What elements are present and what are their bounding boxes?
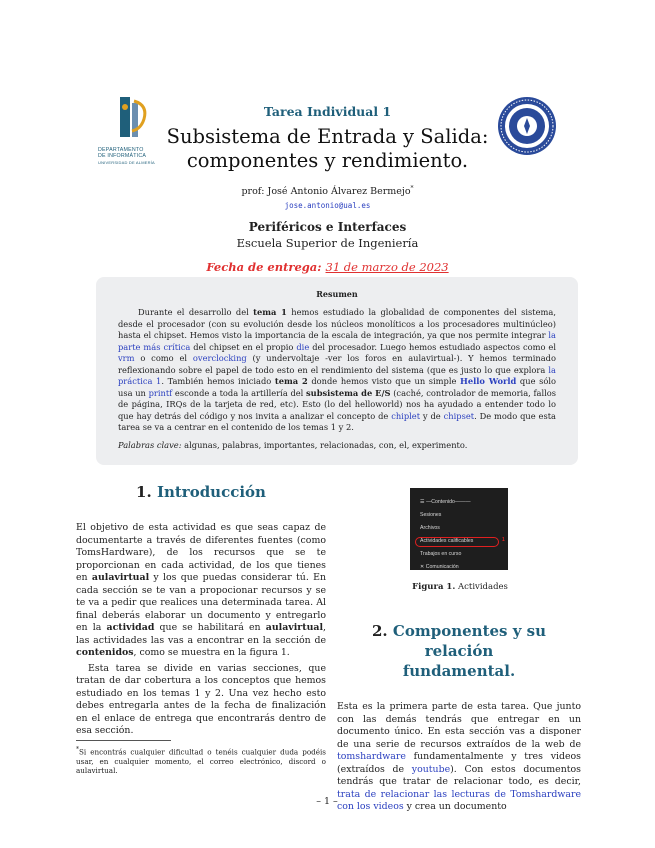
text-run: . De modo que esta tarea se va a centrar en el contenido de los temas 1 y 2. bbox=[118, 410, 556, 432]
figure-screenshot bbox=[410, 488, 508, 570]
deadline-label: Fecha de entrega: bbox=[206, 260, 322, 275]
bold-term: actividad bbox=[106, 622, 155, 633]
title-line-1: Subsistema de Entrada y Salida: bbox=[166, 125, 489, 148]
text-run: , las actividades las vas a encontrar en la sección de bbox=[76, 622, 327, 646]
section-1-title: Introducción bbox=[156, 483, 266, 501]
bold-term: tema 1 bbox=[253, 307, 287, 317]
text-run: donde hemos visto que un simple bbox=[307, 376, 461, 386]
text-run: y de bbox=[420, 410, 444, 421]
text-run: que se habilitará en bbox=[154, 622, 266, 633]
text-run: (caché, controlador de memoria, fallos de página, IRQs de la tarjeta de red, etc). Esto (lo del helloworld) nos ha ayudado a entender todo lo que hay detrás del código y nos invita a analizar el concepto de bbox=[118, 387, 557, 421]
bold-term: contenidos bbox=[76, 647, 134, 658]
figure-caption bbox=[360, 582, 560, 592]
inline-link[interactable]: youtube bbox=[411, 763, 451, 775]
text-run: hemos estudiado la globalidad de componentes del sistema, desde el procesador (con su evolución desde los núcleos monolíticos a los procesadores multinúcleo) hasta el chipset. Hemos visto la importancia de la escala de integración, ya que nos permite integrar bbox=[118, 307, 557, 340]
deadline-date-link[interactable]: 31 de marzo de 2023 bbox=[325, 260, 449, 275]
abstract-title: Resumen bbox=[316, 289, 358, 299]
callout-number: 1 bbox=[502, 537, 505, 543]
section-2-title-line-2: fundamental. bbox=[402, 662, 516, 680]
text-run: o como el bbox=[134, 353, 193, 363]
text-run: del chipset en el propio bbox=[190, 341, 297, 352]
text-run: ). Con estos documentos tendrás que tratar de relacionar todo, es decir, bbox=[337, 763, 581, 787]
abstract-box bbox=[96, 277, 578, 465]
inline-link[interactable]: vrm bbox=[118, 353, 135, 363]
text-run: fundamentalmente y tres videos (extraídos de bbox=[337, 751, 581, 775]
logo-line-2: DE INFORMÁTICA bbox=[98, 153, 147, 160]
inline-link[interactable]: trata de relacionar las lecturas de Tomshardware con los videos bbox=[337, 788, 581, 812]
task-label: Tarea Individual 1 bbox=[263, 104, 392, 119]
author-name: prof: José Antonio Álvarez Bermejo bbox=[241, 186, 411, 198]
text-run: (y undervoltaje -ver los foros en aulavirtual-). Y hemos terminado reflexionando sobre el papel de todo esto en el rendimiento del sistema (que es justo lo que explora bbox=[118, 353, 556, 375]
inline-link[interactable]: overclocking bbox=[192, 353, 247, 363]
bold-term: tema 2 bbox=[274, 376, 308, 386]
section-1-paragraph-1 bbox=[76, 522, 326, 660]
text-run: Esta es la primera parte de esta tarea. Que junto con las demás tendrás que entregar en un documento único. En esta sección vas a disponer de una serie de recursos extraídos de la web de bbox=[337, 701, 581, 750]
section-2-paragraph-1 bbox=[337, 701, 581, 814]
section-1-number: 1. bbox=[136, 483, 152, 501]
menu-item-sesiones[interactable]: Sesiones bbox=[420, 512, 442, 518]
inline-link[interactable]: tomshardware bbox=[337, 751, 406, 762]
section-2-heading bbox=[337, 621, 581, 681]
keywords bbox=[96, 434, 578, 450]
bold-term: aulavirtual bbox=[91, 572, 150, 583]
page-number: 1 bbox=[323, 796, 331, 807]
right-column bbox=[337, 621, 581, 814]
menu-item-trabajos[interactable]: Trabajos en curso bbox=[420, 551, 462, 557]
page-title bbox=[140, 125, 515, 173]
text-run: Durante el desarrollo del bbox=[138, 307, 254, 317]
footnote-mark: * bbox=[76, 746, 79, 753]
inline-link[interactable]: la práctica 1 bbox=[118, 364, 556, 386]
course-name: Periféricos e Interfaces bbox=[248, 220, 407, 235]
text-run: , como se muestra en la figura 1. bbox=[133, 647, 290, 658]
text-run: El objetivo de esta actividad es que seas capaz de documentarte a través de diferentes fuentes (como TomsHardware), de los recursos que se te proporcionan en cada actividad, de los que tienes en bbox=[76, 522, 326, 583]
bold-term: aulavirtual bbox=[265, 622, 324, 633]
deadline bbox=[140, 260, 515, 274]
abstract-text bbox=[96, 299, 578, 434]
page-footer: – 1 – bbox=[316, 796, 338, 807]
inline-link[interactable]: chipset bbox=[443, 410, 475, 421]
inline-link[interactable]: chiplet bbox=[391, 410, 421, 421]
author-footnote-mark[interactable]: * bbox=[410, 185, 414, 192]
author-line bbox=[140, 185, 515, 197]
section-2-number: 2. bbox=[372, 622, 388, 640]
figure-caption-text: Actividades bbox=[458, 582, 508, 592]
text-run: . También hemos iniciado bbox=[161, 376, 275, 386]
menu-item-actividades[interactable]: Actividades calificables 1 bbox=[420, 535, 508, 548]
inline-link[interactable]: printf bbox=[148, 387, 173, 398]
section-1-paragraph-2 bbox=[76, 663, 326, 738]
menu-item-contenido[interactable]: ☰ —Contenido——— bbox=[420, 499, 471, 505]
inline-link[interactable]: la parte más crítica bbox=[118, 330, 556, 352]
school-name: Escuela Superior de Ingeniería bbox=[236, 236, 419, 251]
inline-link[interactable]: Hello World bbox=[460, 376, 517, 386]
menu-item-archivos[interactable]: Archivos bbox=[420, 525, 440, 531]
text-run: esconde a toda la artillería del bbox=[172, 387, 306, 398]
text-run: que sólo usa un bbox=[118, 376, 556, 398]
text-run: Esta tarea se divide en varias secciones, que tratan de dar cobertura a los conceptos que hemos estudiado en los temas 1 y 2. Una vez hecho esto debes entregarla antes de la fecha de finalización en el enlace de entrega que encontrarás dentro de esa sección. bbox=[76, 662, 326, 736]
figure-caption-label: Figura 1. bbox=[412, 582, 456, 592]
keywords-list: algunas, palabras, importantes, relacionadas, con, el, experimento. bbox=[184, 439, 468, 450]
text-run: del procesador. Luego hemos estudiado aspectos como el bbox=[309, 341, 556, 352]
left-column bbox=[76, 482, 326, 738]
title-line-2: componentes y rendimiento. bbox=[186, 149, 469, 172]
logo-line-3: UNIVERSIDAD DE ALMERÍA bbox=[98, 159, 155, 165]
section-2-title-line-1: Componentes y su relación bbox=[392, 622, 546, 660]
logo-line-1: DEPARTAMENTO bbox=[98, 147, 144, 153]
title-block bbox=[140, 104, 515, 274]
footnote bbox=[76, 745, 326, 776]
menu-item-comunicacion[interactable]: ✕ Comunicación bbox=[420, 564, 459, 570]
footnote-text: Si encontrás cualquier dificultad o tenéis cualquier duda podéis usar, en cualquier momento, el correo electrónico, discord o aulavirtual. bbox=[76, 747, 326, 776]
text-run: y crea un documento bbox=[403, 801, 507, 812]
bold-term: subsistema de E/S bbox=[306, 387, 391, 398]
highlight-ellipse bbox=[415, 537, 499, 547]
inline-link[interactable]: die bbox=[296, 341, 310, 352]
author-email-link[interactable]: jose.antonio@ual.es bbox=[284, 201, 371, 211]
keywords-label: Palabras clave: bbox=[118, 439, 182, 450]
text-run: y los que puedas considerar tú. En cada sección se te van a propocionar recursos y se te va a pedir que realices una determinada tarea. Al final deberás elaborar un documento y entregarlo en la bbox=[76, 572, 326, 633]
footnote-rule bbox=[76, 740, 171, 741]
section-1-heading bbox=[76, 482, 326, 502]
